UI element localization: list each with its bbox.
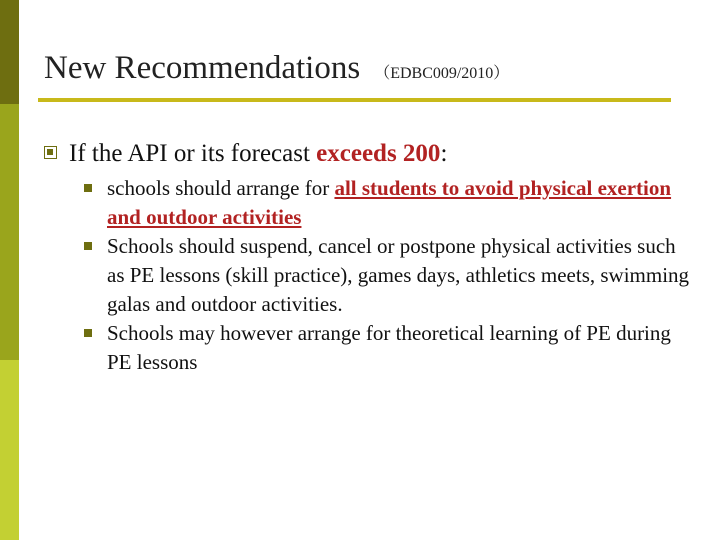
filled-square-icon [84, 242, 92, 250]
title-main-text: New Recommendations [44, 50, 361, 86]
sub-point-emphasis: all students to avoid physical exertion and outdoor activities [107, 176, 672, 229]
sub-point-text: Schools should suspend, cancel or postpone physical activities such as PE lessons (skill practice), games days, athletics meets, swimming galas and outdoor activities. [107, 234, 690, 316]
side-bar-mid-segment [0, 104, 19, 360]
filled-square-icon [84, 184, 92, 192]
main-point-prefix: If the API or its forecast [69, 140, 317, 167]
side-decor-bar [0, 0, 19, 540]
sub-bullet-item [84, 232, 694, 319]
sub-point-text: Schools may however arrange for theoretical learning of PE during PE lessons [107, 321, 671, 374]
sub-point-prefix: schools should arrange for [107, 176, 335, 200]
filled-square-icon [84, 329, 92, 337]
sub-bullet-item [84, 174, 694, 232]
checkbox-square-icon [44, 146, 57, 159]
title-reference-code: （EDBC009/2010） [374, 65, 510, 82]
slide-title [44, 52, 509, 85]
sub-bullet-item [84, 319, 694, 377]
sub-bullet-list [84, 174, 694, 377]
side-bar-dark-segment [0, 0, 19, 104]
main-bullet-point [44, 139, 447, 169]
title-underline-rule [38, 98, 671, 102]
main-point-suffix: : [440, 140, 448, 167]
main-point-emphasis: exceeds 200 [316, 140, 441, 167]
side-bar-light-segment [0, 360, 19, 540]
